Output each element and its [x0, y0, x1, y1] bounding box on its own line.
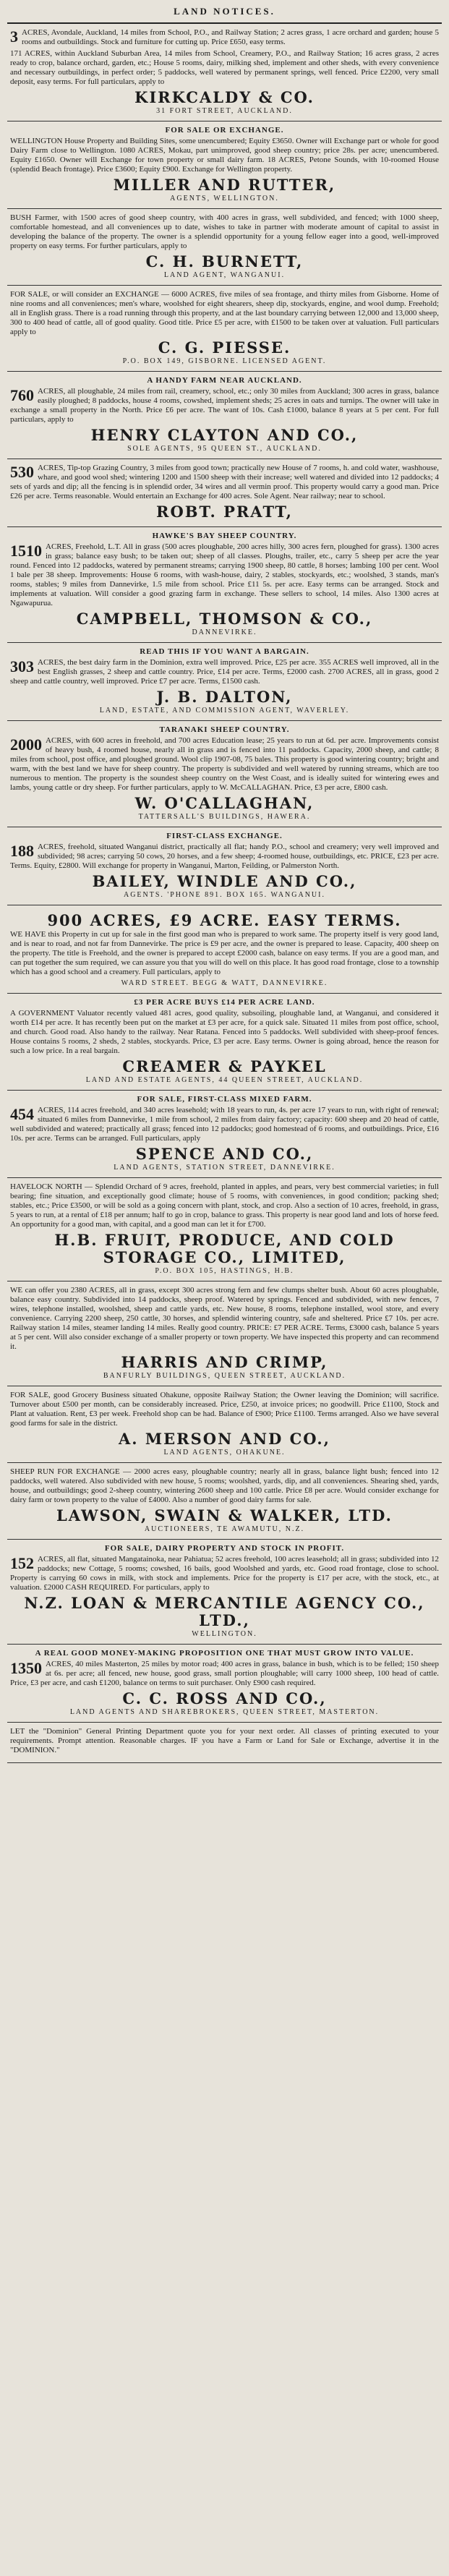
- ad-firm: W. O'CALLAGHAN,: [134, 794, 315, 812]
- ad-block: [7, 721, 442, 827]
- ad-address: 31 FORT STREET, AUCKLAND.: [156, 107, 293, 115]
- ad-firm: J. B. DALTON,: [156, 688, 293, 706]
- ad-firm: C. G. PIESSE.: [158, 338, 291, 357]
- ad-block: [7, 1540, 442, 1645]
- page-heading: LAND NOTICES.: [7, 0, 442, 24]
- ad-body: BUSH Farmer, with 1500 acres of good sheep country, with 400 acres in grass, well subdivided, and fenced; with 1000 sheep, comfortable homestead, and all conveniences up to date, wishes to take in partner with moderate amount of capital to assist in developing the balance of the property. The owner is a splendid opportunity for a young fellow eager into a good, well-improved property on easy terms. For further particulars, apply to: [10, 213, 439, 250]
- ad-address: WELLINGTON.: [192, 1630, 257, 1638]
- ad-heading: FOR SALE, FIRST-CLASS MIXED FARM.: [137, 1095, 312, 1104]
- ad-body: A GOVERNMENT Valuator recently valued 481 acres, good quality, subsoiling, ploughable land, at Wanganui, and considered it worth £14 per acre. It has recently been put on the market at £3 per acre, for a quick sale. Situated 11 miles from post office, school, and church. Good road. Also handy to the railway. Near Ratana. Fenced into 5 paddocks. Well subdivided with sheep-proof fences. House contains 5 rooms, 2 sheds, 2 stables, stockyards. Price, £3 per acre. Easy terms. Owner is going abroad, hence the reason for such a low price. In a real bargain.: [10, 1009, 439, 1055]
- ad-body: FOR SALE, good Grocery Business situated Ohakune, opposite Railway Station; the Owner leaving the Dominion; will sacrifice. Turnover about £500 per month, can be considerably increased. Price, £250, at invoice prices; no goodwill. Price £1100, Stock and Plant at valuation. Rent, £3 per week. Freehold shop can be had. Balance of £900; Price £1100. Terms arranged. Also we have several good farms for sale in the district.: [10, 1391, 439, 1428]
- ad-address: AGENTS, WELLINGTON.: [170, 195, 279, 202]
- ad-block: [7, 121, 442, 209]
- ad-heading: FIRST-CLASS EXCHANGE.: [166, 832, 283, 840]
- ad-text: ACRES, freehold, situated Wanganui district, practically all flat; handy P.O., school and creamery; very well improved and subdivided; 98 acres; carrying 50 cows, 20 horses, and a few sheep; 4-roomed house, outbuildings, etc. PRICE, £23 per acre. Terms. Equity, £2800. Will exchange for property in Wanganui, Marton, Feilding, or Palmerston North.: [10, 843, 439, 870]
- ad-firm: SPENCE AND CO.,: [135, 1145, 314, 1163]
- ad-firm: N.Z. LOAN & MERCANTILE AGENCY CO., LTD.,: [24, 1594, 425, 1629]
- ad-initial: 1510: [10, 542, 42, 560]
- ad-body: [10, 658, 439, 686]
- ad-firm: H.B. FRUIT, PRODUCE, AND COLD STORAGE CO., LIMITED,: [54, 1231, 395, 1266]
- ad-firm: A. MERSON AND CO.,: [119, 1430, 330, 1448]
- ad-body: HAVELOCK NORTH — Splendid Orchard of 9 acres, freehold, planted in apples, and pears, very best commercial varieties; in full bearing; fine situation, and exceptionally good climate; house of 5 rooms, with conveniences, in good condition; packing shed; stables, etc.; Price £3500, or will be sold as a going concern with plant, stock, and crop. Also a section of 10 acres, freehold, in grass, 5 years to run, at a rental of £18 per annum; half to go in crop, balance to grass. This property is near good land and lots of horse feed. An opportunity for a good man, with capital, and a good man can let it for £700.: [10, 1182, 439, 1229]
- ad-address: AGENTS. 'PHONE 891. BOX 165. WANGANUI.: [123, 891, 325, 899]
- ad-block: [7, 1091, 442, 1178]
- ad-block: [7, 209, 442, 286]
- ad-block: [7, 1645, 442, 1723]
- ad-text: ACRES, with 600 acres in freehold, and 700 acres Education lease; 25 years to run at 6d. per acre. Improvements consist of heavy bush, 4 roomed house, nearly all in grass and is fenced into 11 paddocks. Capacity, 2000 sheep, and cattle; 8 miles from school, post office, and ploughed ground. Wool clip 1907-08, 75 bales. This property is good wintering country; bright and warm, with the best land we have for sheep country. The property is subdivided and well watered by running streams, which are too numerous to mention. The property is the soundest sheep country on the West Coast, and is ideally suited for wintering ewes and lambs, young cattle or dry sheep. For further particulars, apply to W. McCALLAGHAN. Price, £3 per acre, £800 cash.: [10, 736, 439, 792]
- ad-body: WE HAVE this Property in cut up for sale in the first good man who is prepared to work same. The property itself is very good land, and is near to road, and not far from Dannevirke. The price is £9 per acre, and the owner is prepared to lease. Capacity, 400 sheep on the property. The title is Freehold, and the owner is prepared to accept £2000 cash, balance on easy terms. If you are a good man, and can put together the sum required, we can assure you that you will do well on this place. It has good road frontage, close to a township which has a good school and a creamery. Full particulars, apply to: [10, 930, 439, 976]
- ad-block: [7, 527, 442, 643]
- ad-address: LAND AGENTS, STATION STREET, DANNEVIRKE.: [114, 1164, 335, 1172]
- ad-address: LAND, ESTATE, AND COMMISSION AGENT, WAVERLEY.: [99, 707, 350, 715]
- ad-heading: READ THIS IF YOU WANT A BARGAIN.: [140, 647, 309, 656]
- ad-body: [10, 1660, 439, 1688]
- ad-block: [7, 905, 442, 994]
- ad-initial: 454: [10, 1105, 34, 1123]
- ad-block: [7, 1723, 442, 1763]
- ad-firm: CAMPBELL, THOMSON & CO.,: [76, 610, 373, 628]
- ad-body: FOR SALE, or will consider an EXCHANGE — 6000 ACRES, five miles of sea frontage, and thirty miles from Gisborne. Home of nine rooms and all conveniences; men's whare, woolshed for eight shearers, sheep dip, stockyards, engine, and wool dump. Freehold; all in English grass. There is a road running through this property, and at the last boundary carrying between 12,000 and 13,000 sheep, 300 to 400 head of cattle, all of good quality. Good title. Price £5 per acre, with £1500 to be taken over at valuation. Full particulars apply to: [10, 290, 439, 336]
- ad-firm: MILLER AND RUTTER,: [113, 176, 336, 194]
- ad-heading: FOR SALE OR EXCHANGE.: [165, 126, 284, 135]
- ad-text: ACRES, all flat, situated Mangatainoka, near Pahiatua; 52 acres freehold, 100 acres leasehold; all in grass; subdivided into 12 paddocks; new Cottage, 5 rooms; cowshed, 16 bails, good Woolshed and yards, etc. Good road frontage, close to school. Property is carrying 60 cows in milk, with stock and implements. Price for the property is £17 per acre, with the stock, etc., at valuation. £2000 CASH REQUIRED. For particulars, apply to: [10, 1555, 439, 1592]
- ad-address: DANNEVIRKE.: [192, 628, 257, 636]
- ad-address: SOLE AGENTS, 95 QUEEN ST., AUCKLAND.: [127, 445, 322, 453]
- ad-initial: 1350: [10, 1659, 42, 1677]
- ad-address: P.O. BOX 105, HASTINGS, H.B.: [155, 1267, 294, 1275]
- ad-body: [10, 1555, 439, 1592]
- ad-text: ACRES, Avondale, Auckland, 14 miles from School, P.O., and Railway Station; 2 acres grass, 1 acre orchard and garden; house 5 rooms and outbuildings. Stock and furniture for cutting up. Price £650, easy terms.: [22, 28, 439, 46]
- ad-address: BANFURLY BUILDINGS, QUEEN STREET, AUCKLAND.: [103, 1372, 346, 1380]
- ad-heading: FOR SALE, DAIRY PROPERTY AND STOCK IN PROFIT.: [104, 1544, 345, 1553]
- ad-firm: HARRIS AND CRIMP,: [121, 1353, 328, 1371]
- ad-block: [7, 643, 442, 721]
- ad-text: ACRES, 114 acres freehold, and 340 acres leasehold; with 18 years to run, 4s. per acre 17 years to run, with right of renewal; situated 6 miles from Dannevirke, 1 mile from school, 2 miles from dairy factory; capacity: 600 sheep and 20 head of cattle, well subdivided and watered; practically all grass; fenced into 12 paddocks; good homestead of 6 rooms, and outbuildings. Price, £16 10s. per acre. Terms can be arranged. Full particulars, apply: [10, 1106, 439, 1143]
- ad-body: [10, 28, 439, 47]
- ad-firm: KIRKCALDY & CO.: [134, 88, 315, 106]
- ad-firm: C. C. ROSS AND CO.,: [122, 1689, 327, 1707]
- ad-body: [10, 464, 439, 501]
- ad-body: WELLINGTON House Property and Building Sites, some unencumbered; Equity £3650. Owner will Exchange part or whole for good Dairy Farm close to Wellington. 1080 ACRES, Mokau, part unimproved, good sheep country; price 28s. per acre; unencumbered. Equity £1650. Owner will Exchange for town property or small dairy farm. 18 ACRES, Petone Sounds, with 10-roomed House (splendid Beach frontage). Price £3600; Equity £900. Exchange for Wellington property.: [10, 137, 439, 174]
- ad-block: [7, 994, 442, 1091]
- ad-body: LET the "Dominion" General Printing Department quote you for your next order. All classes of printing executed to your requirements. Prompt attention. Reasonable charges. IF you have a Farm or Land for Sale or Exchange, advertise it in the "DOMINION.": [10, 1727, 439, 1754]
- ad-address: WARD STREET. BEGG & WATT, DANNEVIRKE.: [121, 979, 328, 987]
- ad-firm: ROBT. PRATT,: [156, 503, 293, 521]
- ad-firm: 900 ACRES, £9 ACRE. EASY TERMS.: [47, 911, 402, 929]
- ad-address: LAND AGENTS, OHAKUNE.: [163, 1449, 286, 1457]
- ad-body: [10, 843, 439, 871]
- ad-body: [10, 1106, 439, 1143]
- ad-heading: TARANAKI SHEEP COUNTRY.: [159, 725, 290, 734]
- ad-body: WE can offer you 2380 ACRES, all in grass, except 300 acres strong fern and few clumps shelter bush. About 60 acres ploughable, balance easy country. Subdivided into 14 paddocks, sheep proof. Watered by springs. Fenced and subdivided, with new fences, 7 wires, telephone installed, woolshed, sheep and cattle yards, etc. New house, 8 rooms, telephone installed, wool store, and every convenience. Carrying 2200 sheep, 250 cattle, 30 horses, and splendid wintering country, safe and sheltered. Price £7 10s. per acre. Railway station 14 miles, steamer landing 14 miles. Really good country. PRICE: £7 PER ACRE. Terms, £3000 cash, balance 5 years at 5 per cent. Will also consider exchange of a smaller property or town property. We have inspected this property and can recommend it.: [10, 1286, 439, 1351]
- ad-body: [10, 736, 439, 793]
- ad-address: LAND AGENTS AND SHAREBROKERS, QUEEN STREET, MASTERTON.: [69, 1708, 380, 1716]
- ad-firm: BAILEY, WINDLE AND CO.,: [92, 872, 357, 890]
- land-notices-page: [7, 0, 442, 1763]
- ad-heading: A REAL GOOD MONEY-MAKING PROPOSITION ONE THAT MUST GROW INTO VALUE.: [35, 1649, 414, 1658]
- ad-block: [7, 372, 442, 459]
- ad-body: [10, 542, 439, 608]
- ads-column: [7, 24, 442, 1763]
- ad-block: [7, 24, 442, 121]
- ad-block: [7, 286, 442, 372]
- ad-initial: 530: [10, 463, 34, 481]
- ad-block: [7, 1463, 442, 1540]
- ad-address: AUCTIONEERS, TE AWAMUTU, N.Z.: [144, 1525, 305, 1533]
- ad-heading: A HANDY FARM NEAR AUCKLAND.: [147, 376, 302, 385]
- ad-firm: CREAMER & PAYKEL: [122, 1057, 327, 1075]
- ad-address: TATTERSALL'S BUILDINGS, HAWERA.: [138, 813, 311, 821]
- ad-block: [7, 1281, 442, 1386]
- ad-body: SHEEP RUN FOR EXCHANGE — 2000 acres easy, ploughable country; nearly all in grass, balance light bush; fenced into 12 paddocks, well watered. Also subdivided with new house, 5 rooms; woolshed, yards, dip, and all conveniences. Shearing shed, yards, house, and outbuildings; good 2-sheep country, wintering 2600 sheep and 100 cattle. Price £8 per acre. Would consider exchange for dairy farm or town property to the value of £4000. Also a number of good dairy farms for sale.: [10, 1467, 439, 1504]
- ad-heading: £3 PER ACRE BUYS £14 PER ACRE LAND.: [134, 998, 315, 1007]
- ad-initial: 760: [10, 386, 34, 404]
- ad-body: [10, 387, 439, 425]
- ad-text: ACRES, 40 miles Masterton, 25 miles by motor road; 400 acres in grass, balance in bush, which is to be felled; 150 sheep at 6s. per acre; all fenced, new house, good grass, small portion ploughable; will carry 1000 sheep, 100 head of cattle. Price, £3 per acre, and cash £1200, balance on terms to suit purchaser. Only £900 cash required.: [10, 1660, 439, 1687]
- ad-extra: 171 ACRES, within Auckland Suburban Area, 14 miles from School, Creamery, P.O., and Railway Station; 16 acres grass, 2 acres ready to crop, balance orchard, garden, etc.; House 5 rooms, dairy, milking shed, implement and other sheds, with every convenience and necessary outbuildings, in perfect order; 5 paddocks, well watered by permanent springs, well fenced. Price £2200, very small deposit, easy terms. For full particulars, apply to: [10, 49, 439, 86]
- ad-firm: HENRY CLAYTON AND CO.,: [90, 426, 359, 444]
- ad-block: [7, 1386, 442, 1463]
- ad-initial: 152: [10, 1554, 34, 1572]
- ad-initial: 3: [10, 27, 18, 46]
- ad-initial: 2000: [10, 735, 42, 754]
- ad-block: [7, 1178, 442, 1281]
- ad-address: LAND AND ESTATE AGENTS, 44 QUEEN STREET, AUCKLAND.: [85, 1076, 364, 1084]
- ad-heading: HAWKE'S BAY SHEEP COUNTRY.: [152, 532, 297, 540]
- ad-block: [7, 459, 442, 527]
- ad-text: ACRES, all ploughable, 24 miles from rail, creamery, school, etc.; only 30 miles from Auckland; 300 acres in grass, balance easily ploughed; 8 paddocks, house 4 rooms, cowshed, implement sheds; 25 acres in oats and turnips. The owner will take in exchange a small property in the North. Price £6 per acre. The want of 10s. Cash £1000, balance 8 years at 5 per cent. For full particulars, apply to: [10, 387, 439, 424]
- ad-text: ACRES, the best dairy farm in the Dominion, extra well improved. Price, £25 per acre. 355 ACRES well improved, all in the best English grasses, 2 sheep and cattle country. Price, £14 per acre. Terms, £2000 cash. 2700 ACRES, all in grass, good 2 sheep and cattle country, well improved. Price £7 per acre. Terms, £1500 cash.: [10, 658, 439, 686]
- ad-initial: 188: [10, 842, 34, 860]
- ad-text: ACRES, Tip-top Grazing Country, 3 miles from good town; practically new House of 7 rooms, h. and cold water, washhouse, whare, and good wool shed; wintering 1200 and 1500 sheep with their increase; well watered and divided into 12 paddocks; 4 sets of yards and dip; all the fencing is in splendid order, 34 wires and all vermin proof. This property would carry a good man. Price £26 per acre. Terms reasonable. Would entertain an Exchange for 400 acres. Sole Agent. Near railway; near to school.: [10, 464, 439, 500]
- ad-initial: 303: [10, 657, 34, 675]
- ad-text: ACRES, Freehold, L.T. All in grass (500 acres ploughable, 200 acres hilly, 300 acres fern, ploughed for grass). 1300 acres in grass; balance easy bush; to be taken out; sheep of all classes. Ploughs, trailer, etc., carry 5 sheep per acre the year round. Fenced into 12 paddocks, watered by permanent streams; carrying 1900 sheep, 80 cattle, 8 horses; lambing 100 per cent. Wool 1 bale per 38 sheep. Improvements: House 6 rooms, with wash-house, dairy, 2 stables, stockyards, etc.; woolshed, 3 stands, man's rooms, stables; 9 miles from Dannevirke, 1.5 mile from school. Price £11 5s. per acre. Easy terms can be arranged. Stock and implements at valuation. Will consider a good grazing farm in exchange. These sellers to school, 14 miles. Also 1300 acres at Ngawapurua.: [10, 542, 439, 607]
- ad-firm: C. H. BURNETT,: [145, 252, 304, 270]
- ad-address: P.O. BOX 149, GISBORNE. LICENSED AGENT.: [122, 357, 327, 365]
- ad-firm: LAWSON, SWAIN & WALKER, LTD.: [56, 1506, 393, 1524]
- ad-block: [7, 827, 442, 905]
- ad-address: LAND AGENT, WANGANUI.: [163, 271, 286, 279]
